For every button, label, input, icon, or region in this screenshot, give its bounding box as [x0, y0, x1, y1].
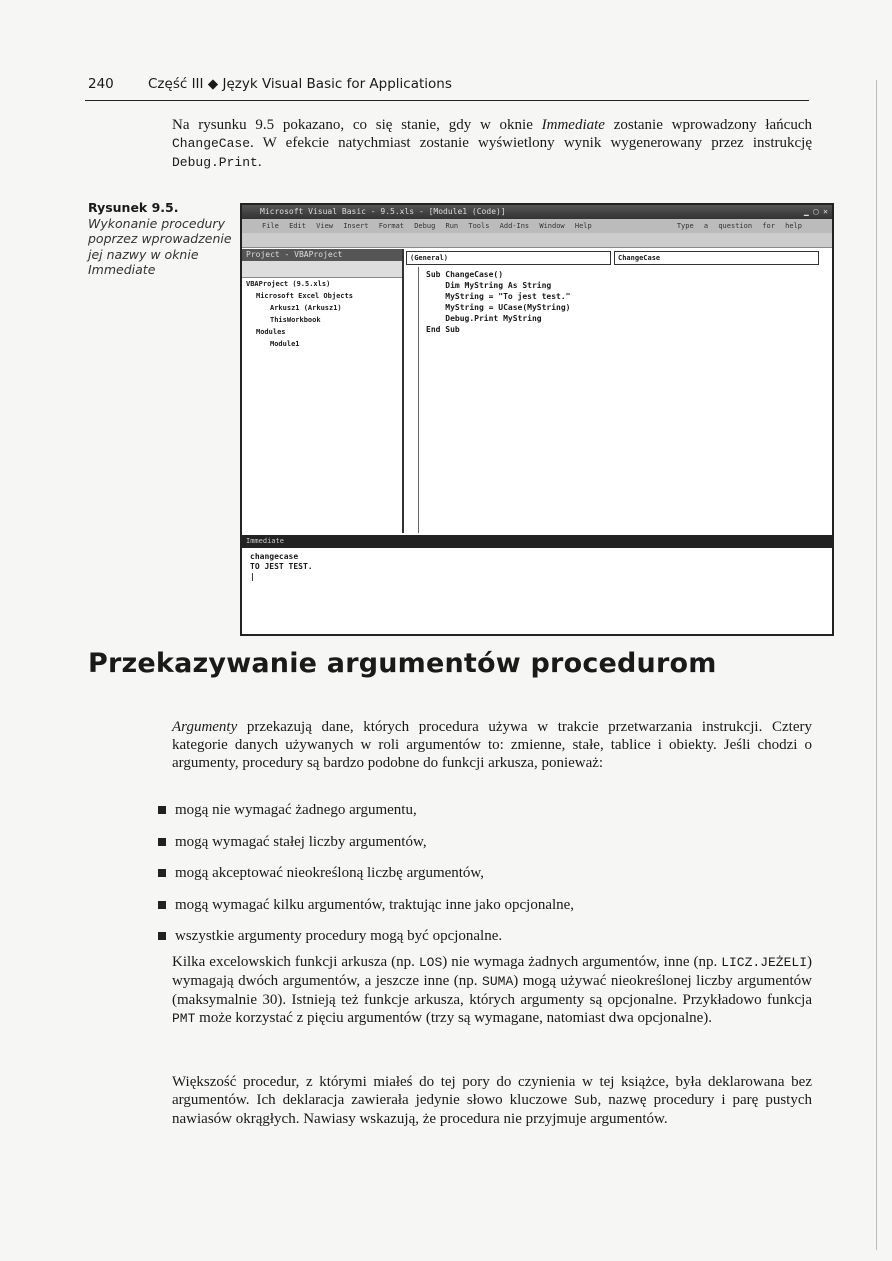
figure-caption-text: Wykonanie procedury poprzez wprowadzenie jej nazwy w oknie Immediate — [88, 215, 232, 277]
tree-item: ThisWorkbook — [270, 316, 321, 324]
toolbar — [242, 233, 832, 248]
tree-item: Module1 — [270, 340, 300, 348]
immediate-text: changecase TO JEST TEST. | — [250, 552, 313, 581]
menu-bar: File Edit View Insert Format Debug Run Tools Add-Ins Window Help Type a question for help — [242, 219, 832, 233]
immediate-title: Immediate — [242, 535, 832, 548]
project-title: Project - VBAProject — [242, 249, 402, 261]
list-item: wszystkie argumenty procedury mogą być opcjonalne. — [158, 927, 798, 945]
procedure-dropdown: ChangeCase — [614, 251, 819, 265]
object-dropdown: (General) — [406, 251, 611, 265]
code-window — [404, 249, 832, 533]
list-item: mogą wymagać kilku argumentów, traktując inne jako opcjonalne, — [158, 896, 798, 914]
project-explorer — [242, 249, 404, 533]
tree-item: Modules — [256, 328, 286, 336]
header-rule — [85, 100, 809, 101]
list-item: mogą nie wymagać żadnego argumentu, — [158, 801, 798, 819]
figure-label: Rysunek 9.5. — [88, 200, 179, 215]
list-item: mogą akceptować nieokreśloną liczbę argumentów, — [158, 864, 798, 882]
paragraph-worksheet-functions: Kilka excelowskich funkcji arkusza (np. LOS) nie wymaga żadnych argumentów, inne (np. LICZ.JEŻELI) wymagają dwóch argumentów, a jeszcze inne (np. SUMA) mogą używać nieokreślonej liczby argumentów (maksymalnie 30). Istnieją też funkcje arkusza, których argumenty są opcjonalne. Przykładowo funkcja PMT może korzystać z pięciu argumentów (trzy są wymagane, natomiast dwa opcjonalne). — [172, 954, 813, 1026]
window-titlebar: Microsoft Visual Basic - 9.5.xls - [Module1 (Code)] ▁ ▢ ✕ — [242, 205, 832, 219]
intro-paragraph: Na rysunku 9.5 pokazano, co się stanie, gdy w oknie Immediate zostanie wprowadzony łańcuch ChangeCase. W efekcie natychmiast zostanie wyświetlony wynik wygenerowany przez instrukcję Debug.Print. — [172, 117, 813, 170]
running-title: Część III ◆ Język Visual Basic for Applications — [148, 76, 452, 92]
vbe-screenshot — [240, 203, 834, 636]
bullet-list — [158, 801, 798, 959]
figure-caption — [88, 200, 238, 278]
window-controls-icon: ▁ ▢ ✕ — [803, 207, 828, 216]
section-heading: Przekazywanie argumentów procedurom — [88, 648, 717, 679]
scan-edge-line — [876, 80, 877, 1250]
list-item: mogą wymagać stałej liczby argumentów, — [158, 833, 798, 851]
tree-item: Microsoft Excel Objects — [256, 292, 353, 300]
page-number: 240 — [88, 76, 114, 92]
tree-item: Arkusz1 (Arkusz1) — [270, 304, 342, 312]
paragraph-arguments: Argumenty przekazują dane, których procedura używa w trakcie przetwarzania instrukcji. Cztery kategorie danych używanych w roli argumentów to: zmienne, stałe, tablice i obiekty. Jeśli chodzi o argumenty, procedury są bardzo podobne do funkcji arkusza, ponieważ: — [172, 719, 812, 771]
tree-item: VBAProject (9.5.xls) — [246, 280, 331, 288]
help-box: Type a question for help — [676, 222, 802, 230]
immediate-window — [242, 535, 832, 634]
code-text: Sub ChangeCase() Dim MyString As String MyString = "To jest test." MyString = UCase(MyString) Debug.Print MyString End Sub — [426, 270, 571, 334]
paragraph-procedures: Większość procedur, z którymi miałeś do tej pory do czynienia w tej książce, była deklarowana bez argumentów. Ich deklaracja zawierała jedynie słowo kluczowe Sub, nazwę procedury i parę pustych nawiasów okrągłych. Nawiasy wskazują, że procedura nie przyjmuje argumentów. — [172, 1074, 812, 1127]
